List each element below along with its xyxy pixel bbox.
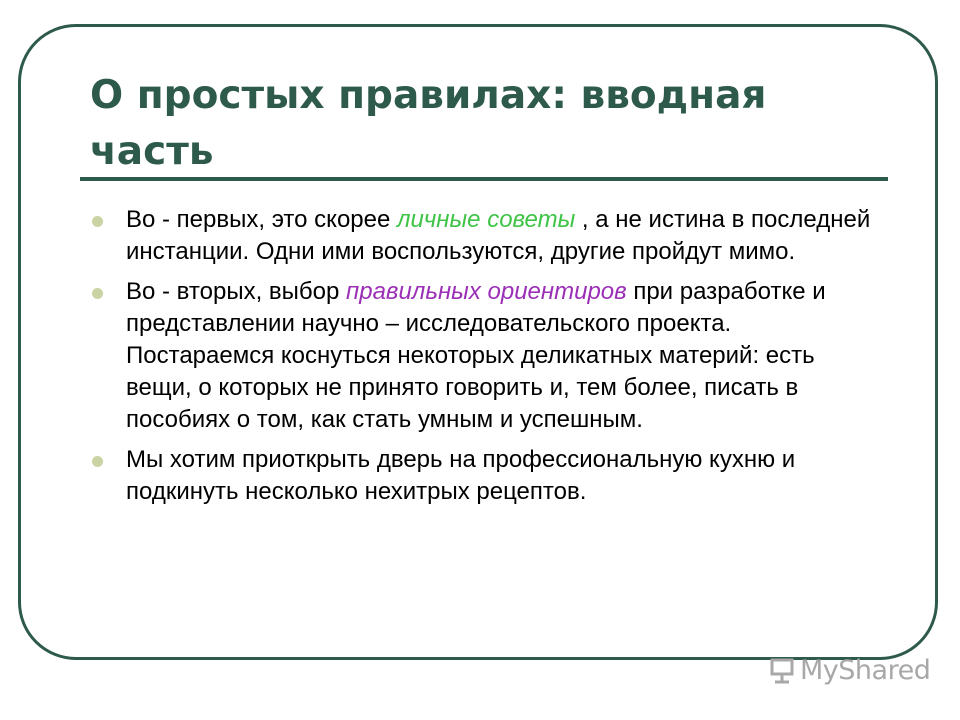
bullet-2-highlight: правильных ориентиров xyxy=(346,278,627,305)
watermark[interactable] xyxy=(768,655,930,686)
presentation-board-icon xyxy=(768,658,796,684)
watermark-text: MyShared xyxy=(800,655,931,686)
title-divider xyxy=(80,177,888,181)
bullet-item-1 xyxy=(90,204,880,268)
bullet-list xyxy=(90,204,880,516)
bullet-dot-icon xyxy=(92,456,103,467)
bullet-1-highlight: личные советы xyxy=(397,206,576,233)
bullet-dot-icon xyxy=(92,216,103,227)
bullet-1-text: Во - первых, это скорее xyxy=(126,206,397,233)
bullet-2-text: Во - вторых, выбор xyxy=(126,278,347,305)
bullet-dot-icon xyxy=(92,288,103,299)
bullet-2-rest: при разработке и представлении научно – исследовательского проекта. Постараемся коснуться некоторых деликатных материй: есть вещи, о которых не принято говорить и, тем более, писать в пособиях о том, как стать умным и успешным. xyxy=(126,278,826,433)
bullet-3-text: Мы хотим приоткрыть дверь на профессиональную кухню и подкинуть несколько нехитрых рецептов. xyxy=(126,446,796,505)
bullet-1-rest: , а не истина в последней инстанции. Одни ими воспользуются, другие пройдут мимо. xyxy=(126,206,871,265)
bullet-item-3 xyxy=(90,444,880,508)
slide-title: О простых правилах: вводная часть xyxy=(90,73,767,174)
bullet-item-2 xyxy=(90,276,880,436)
